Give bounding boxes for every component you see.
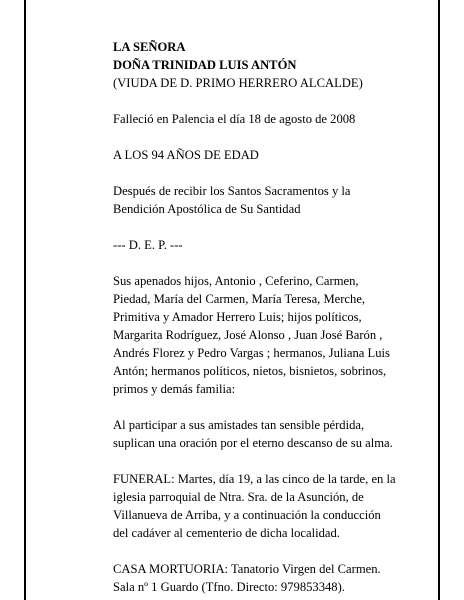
- family-line: Primitiva y Amador Herrero Luis; hijos políticos,: [113, 310, 362, 324]
- header-title: LA SEÑORA: [113, 40, 186, 54]
- page-border-right: [438, 0, 440, 600]
- obituary-text: [113, 38, 428, 596]
- family-line: Piedad, María del Carmen, María Teresa, Merche,: [113, 292, 366, 306]
- death-line: Falleció en Palencia el día 18 de agosto de 2008: [113, 112, 356, 126]
- sacraments-line: Después de recibir los Santos Sacramentos y la: [113, 184, 351, 198]
- funeral-line: iglesia parroquial de Ntra. Sra. de la Asunción, de: [113, 490, 364, 504]
- death-notice: [113, 110, 428, 128]
- family-line: Margarita Rodríguez, José Alonso , Juan José Barón ,: [113, 328, 383, 342]
- deceased-name: DOÑA TRINIDAD LUIS ANTÓN: [113, 58, 297, 72]
- age-line: A LOS 94 AÑOS DE EDAD: [113, 148, 259, 162]
- obituary-header: [113, 38, 428, 92]
- sacraments-line: Bendición Apostólica de Su Santidad: [113, 202, 301, 216]
- funeral-line: FUNERAL: Martes, día 19, a las cinco de la tarde, en la: [113, 472, 396, 486]
- family-line: Antón; hermanos políticos, nietos, bisnietos, sobrinos,: [113, 364, 387, 378]
- family-paragraph: [113, 272, 428, 398]
- funeral-paragraph: [113, 470, 428, 542]
- rip-line: --- D. E. P. ---: [113, 238, 183, 252]
- funeral-line: del cadáver al cementerio de dicha localidad.: [113, 526, 340, 540]
- sacraments-paragraph: [113, 182, 428, 218]
- widow-note: (VIUDA DE D. PRIMO HERRERO ALCALDE): [113, 76, 363, 90]
- mortuary-line: CASA MORTUORIA: Tanatorio Virgen del Carmen.: [113, 562, 381, 576]
- request-line: suplican una oración por el eterno descanso de su alma.: [113, 436, 393, 450]
- page-border-left: [24, 0, 26, 600]
- request-line: Al participar a sus amistades tan sensible pérdida,: [113, 418, 365, 432]
- family-line: Sus apenados hijos, Antonio , Ceferino, Carmen,: [113, 274, 359, 288]
- mortuary-paragraph: [113, 560, 428, 596]
- family-line: Andrés Florez y Pedro Vargas ; hermanos, Juliana Luis: [113, 346, 390, 360]
- age-notice: [113, 146, 428, 164]
- family-line: primos y demás familia:: [113, 382, 236, 396]
- mortuary-line: Sala nº 1 Guardo (Tfno. Directo: 979853348).: [113, 580, 345, 594]
- rip-notice: [113, 236, 428, 254]
- funeral-line: Villanueva de Arriba, y a continuación la conducción: [113, 508, 381, 522]
- request-paragraph: [113, 416, 428, 452]
